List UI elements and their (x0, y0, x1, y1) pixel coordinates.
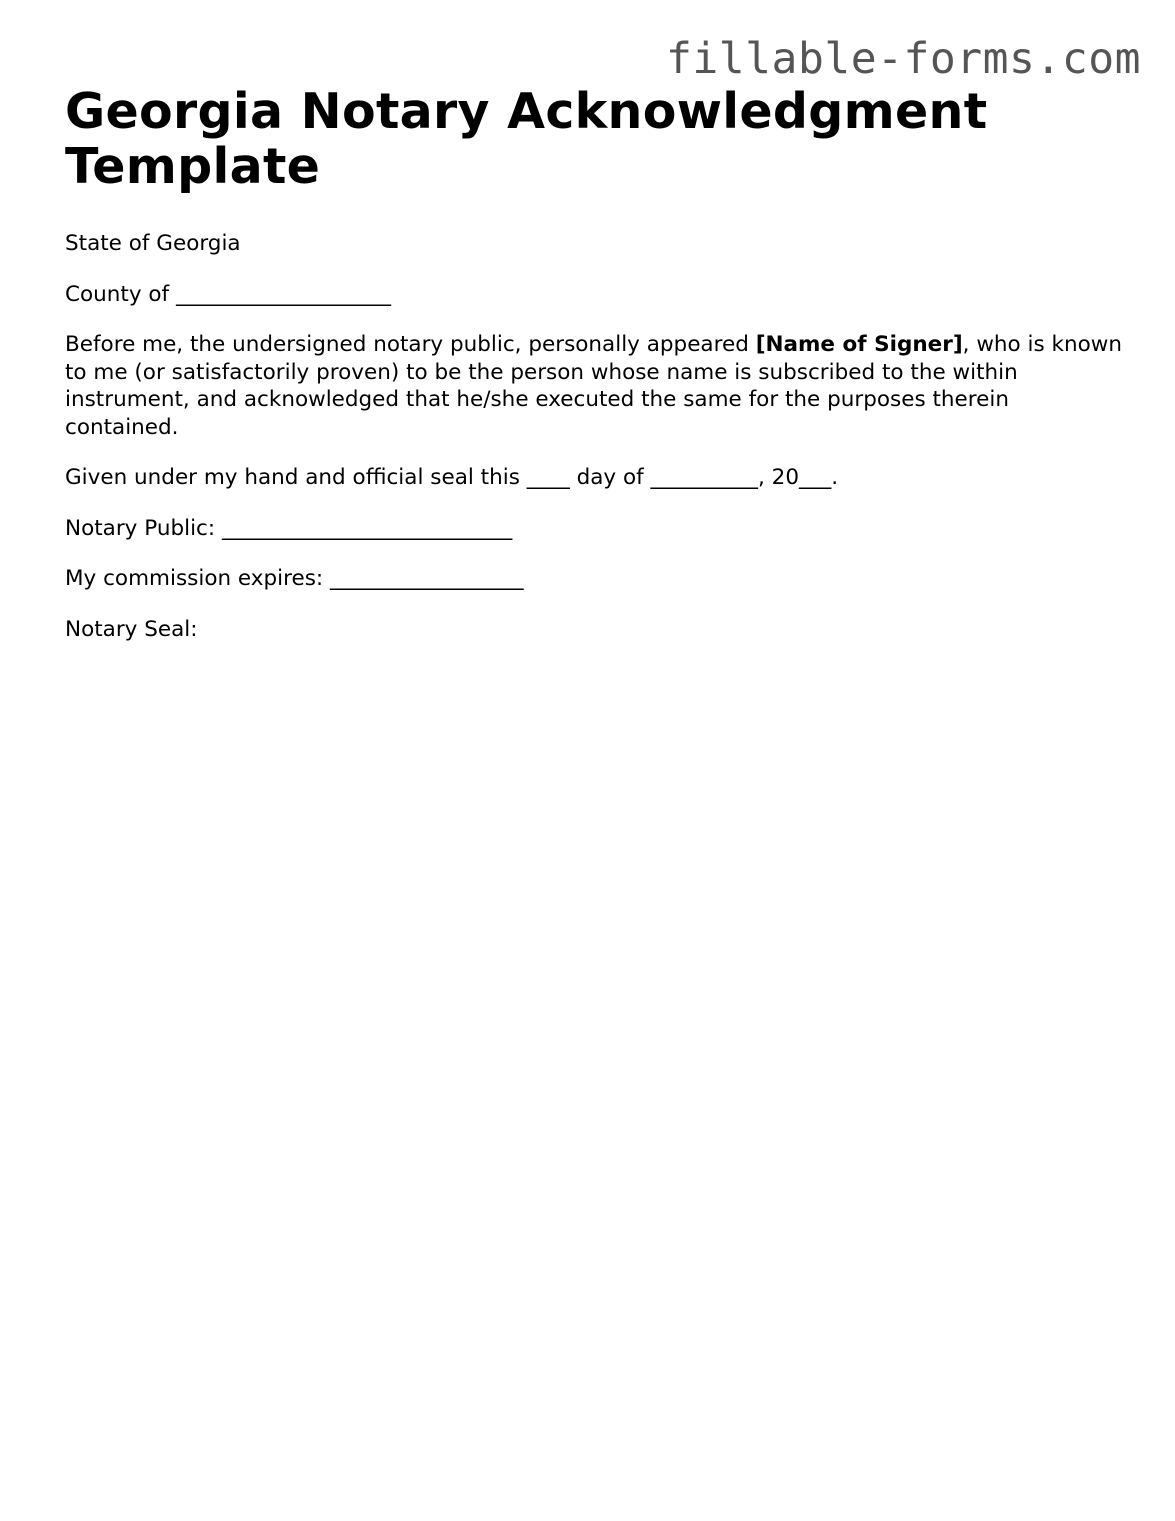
page-title: Georgia Notary Acknowledgment Template (65, 83, 988, 195)
commission-expires-line: My commission expires: __________________ (65, 566, 524, 591)
notary-public-line: Notary Public: ___________________________ (65, 515, 513, 541)
watermark: fillable-forms.com (666, 34, 1141, 84)
county-line: County of ____________________ (65, 281, 391, 307)
state-line: State of Georgia (65, 231, 241, 256)
acknowledgment-paragraph (65, 331, 1125, 441)
given-under-line: Given under my hand and official seal this ____ day of __________, 20___. (65, 465, 839, 490)
document-body (65, 84, 1125, 643)
acknowledgment-text-before: Before me, the undersigned notary public, personally appeared (65, 332, 756, 357)
acknowledgment-text-after: , who is known to me (or satisfactorily proven) to be the person whose name is subscribed to the within instrument, and acknowledged that he/she executed the same for the purposes therein contained. (65, 332, 1122, 440)
signer-name-placeholder: [Name of Signer] (755, 332, 963, 357)
notary-seal-line: Notary Seal: (65, 616, 198, 642)
